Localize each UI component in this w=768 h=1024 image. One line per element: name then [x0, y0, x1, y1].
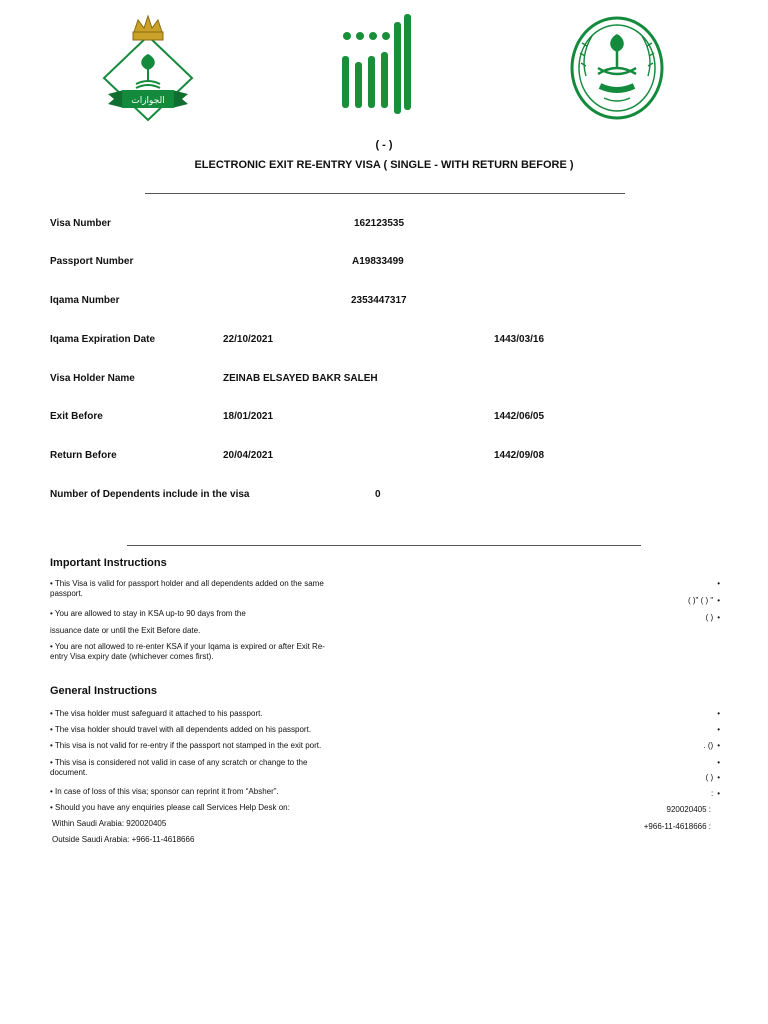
important-arabic-text: ( ): [705, 613, 714, 622]
important-arabic-text: ( )" ( ) ": [687, 596, 714, 605]
general-arabic-line: [667, 805, 712, 815]
general-item: Within Saudi Arabia: 920020405: [52, 819, 167, 828]
bullet: •: [717, 741, 720, 750]
general-arabic-line: [644, 822, 711, 832]
dependents-label: Number of Dependents include in the visa: [50, 489, 250, 500]
dependents-value: 0: [375, 489, 381, 500]
exit-before-hijri: 1442/06/05: [494, 411, 545, 422]
iqama-expiration-gregorian: 22/10/2021: [223, 334, 274, 345]
general-item: • This visa is not valid for re-entry if the passport not stamped in the exit port.: [50, 741, 322, 750]
fields-divider: [127, 545, 641, 546]
bullet: •: [717, 725, 720, 734]
holder-name-label: Visa Holder Name: [50, 373, 135, 384]
general-arabic-line: [713, 758, 720, 768]
jawazat-logo: [100, 12, 196, 124]
important-item: issuance date or until the Exit Before date.: [50, 626, 201, 635]
iqama-expiration-label: Iqama Expiration Date: [50, 334, 156, 345]
important-instructions-heading: Important Instructions: [50, 557, 167, 569]
general-item: • The visa holder should travel with all dependents added on his passport.: [50, 725, 312, 734]
passport-number-value: A19833499: [352, 256, 404, 267]
bullet: •: [717, 613, 720, 622]
important-item: • This Visa is valid for passport holder and all dependents added on the same passport.: [50, 579, 324, 598]
return-before-hijri: 1442/09/08: [494, 450, 545, 461]
return-before-label: Return Before: [50, 450, 117, 461]
general-arabic-text: +966-11-4618666 :: [643, 822, 711, 831]
general-arabic-line: [711, 789, 720, 799]
holder-name-value: ZEINAB ELSAYED BAKR SALEH: [223, 373, 378, 384]
general-arabic-line: [703, 741, 720, 751]
jawazat-ribbon-text: الجوازات: [131, 96, 165, 106]
general-arabic-text: :: [710, 789, 714, 798]
passport-number-label: Passport Number: [50, 256, 134, 267]
document-title: ELECTRONIC EXIT RE-ENTRY VISA ( SINGLE - WITH RETURN BEFORE ): [194, 159, 574, 171]
general-item: • The visa holder must safeguard it attached to his passport.: [50, 709, 263, 718]
exit-before-label: Exit Before: [50, 411, 103, 422]
absher-logo: [338, 12, 418, 122]
bullet: •: [717, 758, 720, 767]
important-arabic-line: [713, 579, 720, 589]
visa-number-value: 162123535: [354, 218, 405, 229]
general-item: • This visa is considered not valid in case of any scratch or change to the document.: [50, 758, 308, 777]
general-arabic-line: [713, 709, 720, 719]
important-arabic-line: [706, 613, 720, 623]
general-item: • Should you have any enquiries please call Services Help Desk on:: [50, 803, 290, 812]
iqama-number-value: 2353447317: [351, 295, 407, 306]
bullet: •: [717, 789, 720, 798]
general-item: • In case of loss of this visa; sponsor can reprint it from “Absher”.: [50, 787, 279, 796]
visa-number-label: Visa Number: [50, 218, 111, 229]
bullet: •: [717, 773, 720, 782]
iqama-number-label: Iqama Number: [50, 295, 120, 306]
bullet: •: [717, 709, 720, 718]
general-arabic-line: [713, 725, 720, 735]
bullet: •: [717, 596, 720, 605]
bullet: •: [717, 579, 720, 588]
important-item: • You are not allowed to re-enter KSA if your Iqama is expired or after Exit Re-entry Visa expiry date (whichever comes first).: [50, 642, 325, 661]
important-arabic-line: [688, 596, 720, 606]
iqama-expiration-hijri: 1443/03/16: [494, 334, 545, 345]
general-instructions-heading: General Instructions: [50, 685, 157, 697]
title-divider: [145, 193, 625, 194]
general-item: Outside Saudi Arabia: +966-11-4618666: [52, 835, 195, 844]
general-arabic-text: . (): [703, 741, 714, 750]
general-arabic-text: ( ): [705, 773, 714, 782]
ministry-emblem: [570, 16, 664, 120]
document-code-line: ( - ): [375, 139, 393, 151]
exit-before-gregorian: 18/01/2021: [223, 411, 274, 422]
general-arabic-text: 920020405 :: [666, 805, 711, 814]
return-before-gregorian: 20/04/2021: [223, 450, 274, 461]
general-arabic-line: [706, 773, 720, 783]
important-item: • You are allowed to stay in KSA up-to 90 days from the: [50, 609, 246, 618]
